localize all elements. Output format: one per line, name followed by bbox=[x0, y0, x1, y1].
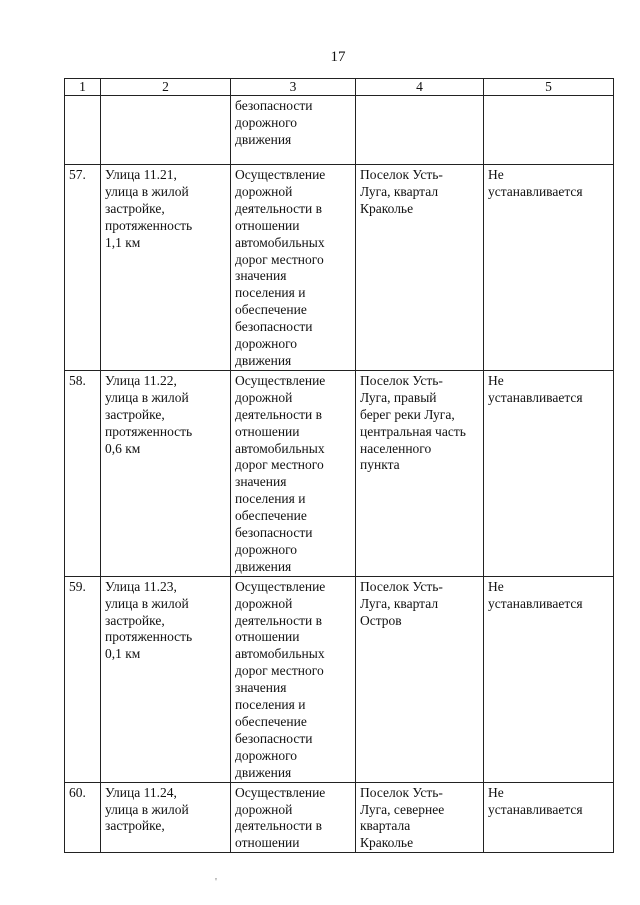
road-location: Поселок Усть- Луга, севернее квартала Краколье bbox=[356, 782, 484, 853]
table-row-continuation bbox=[65, 96, 614, 165]
road-location: Поселок Усть- Луга, правый берег реки Луга, центральная часть населенного пункта bbox=[356, 370, 484, 576]
row-number: 60. bbox=[65, 782, 101, 853]
road-location: Поселок Усть- Луга, квартал Краколье bbox=[356, 165, 484, 371]
row-number: 58. bbox=[65, 370, 101, 576]
table-row-58 bbox=[65, 370, 614, 576]
table-header-row bbox=[65, 79, 614, 96]
road-restriction bbox=[484, 96, 614, 165]
road-purpose: Осуществление дорожной деятельности в отношении bbox=[231, 782, 356, 853]
road-name: Улица 11.22, улица в жилой застройке, протяженность 0,6 км bbox=[101, 370, 231, 576]
table-row-60 bbox=[65, 782, 614, 853]
column-header-5: 5 bbox=[484, 79, 614, 96]
road-purpose: безопасности дорожного движения bbox=[231, 96, 356, 165]
road-location bbox=[356, 96, 484, 165]
road-name: Улица 11.21, улица в жилой застройке, протяженность 1,1 км bbox=[101, 165, 231, 371]
road-name bbox=[101, 96, 231, 165]
row-number bbox=[65, 96, 101, 165]
road-register-table bbox=[64, 78, 614, 853]
scan-speck: ' bbox=[215, 876, 217, 888]
road-restriction: Не устанавливается bbox=[484, 370, 614, 576]
table-row-59 bbox=[65, 576, 614, 782]
column-header-2: 2 bbox=[101, 79, 231, 96]
row-number: 57. bbox=[65, 165, 101, 371]
table-row-57 bbox=[65, 165, 614, 371]
road-restriction: Не устанавливается bbox=[484, 165, 614, 371]
page-number: 17 bbox=[330, 49, 346, 65]
column-header-3: 3 bbox=[231, 79, 356, 96]
road-purpose: Осуществление дорожной деятельности в отношении автомобильных дорог местного значения поселения и обеспечение безопасности дорожного движения bbox=[231, 370, 356, 576]
road-location: Поселок Усть- Луга, квартал Остров bbox=[356, 576, 484, 782]
road-restriction: Не устанавливается bbox=[484, 782, 614, 853]
road-name: Улица 11.23, улица в жилой застройке, протяженность 0,1 км bbox=[101, 576, 231, 782]
road-restriction: Не устанавливается bbox=[484, 576, 614, 782]
column-header-4: 4 bbox=[356, 79, 484, 96]
road-purpose: Осуществление дорожной деятельности в отношении автомобильных дорог местного значения поселения и обеспечение безопасности дорожного движения bbox=[231, 165, 356, 371]
row-number: 59. bbox=[65, 576, 101, 782]
column-header-1: 1 bbox=[65, 79, 101, 96]
road-name: Улица 11.24, улица в жилой застройке, bbox=[101, 782, 231, 853]
road-purpose: Осуществление дорожной деятельности в отношении автомобильных дорог местного значения поселения и обеспечение безопасности дорожного движения bbox=[231, 576, 356, 782]
